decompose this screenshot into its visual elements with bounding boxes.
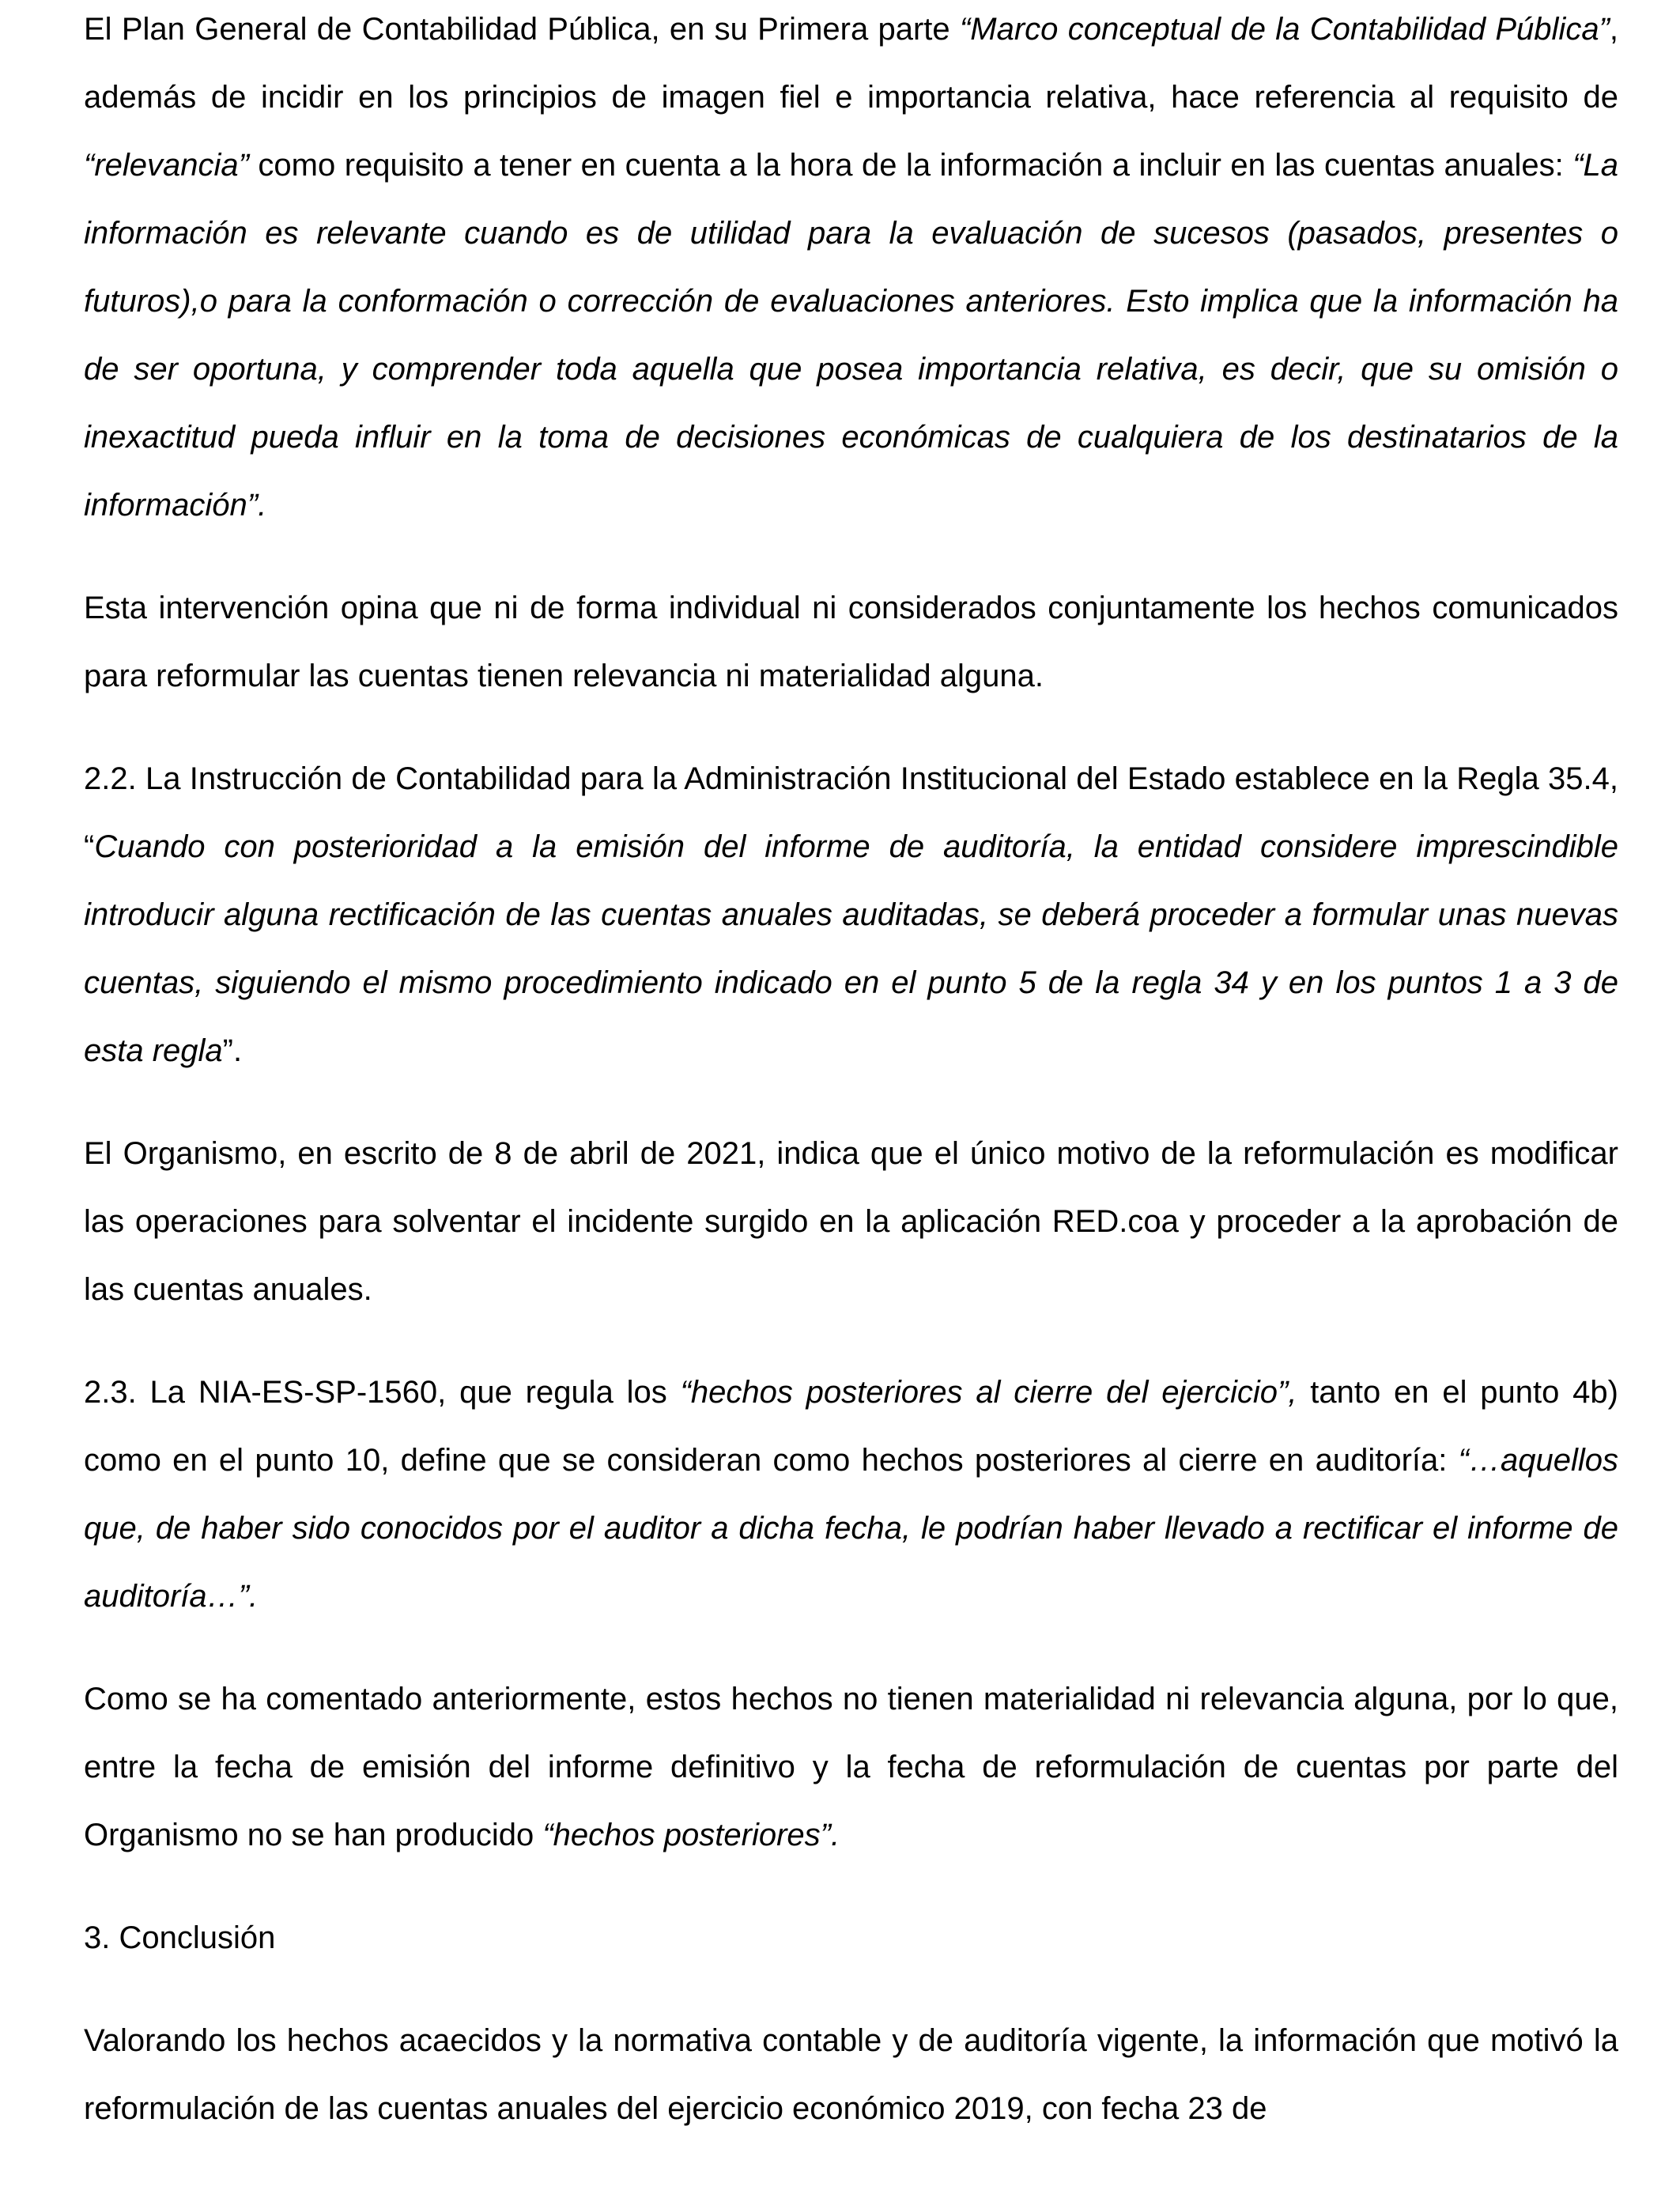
text-run: Valorando los hechos acaecidos y la normativa contable y de auditoría vigente, la información que motivó la reformulación de las cuentas anuales del ejercicio económico 2019, con fecha 23 de	[84, 2023, 1618, 2126]
text-run: 2.3. La NIA-ES-SP-1560, que regula los	[84, 1375, 681, 1410]
text-run: , además de incidir en los principios de imagen fiel e importancia relativa, hace referencia al requisito de	[84, 12, 1619, 115]
paragraph-opinion-intervencion	[84, 574, 1618, 710]
paragraph-marco-conceptual	[84, 0, 1618, 539]
text-run-italic: “La información es relevante cuando es de utilidad para la evaluación de sucesos (pasados, presentes o futuros),o para la conformación o corrección de evaluaciones anteriores. Esto implica que la información ha de ser oportuna, y comprender toda aquella que posea importancia relativa, es decir, que su omisión o inexactitud pueda influir en la toma de decisiones económicas de cualquiera de los destinatarios de la información”.	[84, 148, 1618, 523]
paragraph-nia-es-sp-1560	[84, 1358, 1618, 1630]
section-heading-conclusion	[84, 1904, 1618, 1972]
text-run-italic: “…aquellos que, de haber sido conocidos por el auditor a dicha fecha, le podrían haber llevado a rectificar el informe de auditoría…”.	[84, 1443, 1618, 1614]
paragraph-hechos-posteriores	[84, 1665, 1618, 1869]
text-run: El Organismo, en escrito de 8 de abril de 2021, indica que el único motivo de la reformulación es modificar las operaciones para solventar el incidente surgido en la aplicación RED.coa y proceder a la aprobación de las cuentas anuales.	[84, 1136, 1618, 1307]
paragraph-escrito-organismo	[84, 1120, 1618, 1324]
text-run-italic: “hechos posteriores”.	[542, 1818, 840, 1852]
text-run: El Plan General de Contabilidad Pública, en su Primera parte	[84, 12, 960, 47]
text-run: como requisito a tener en cuenta a la hora de la información a incluir en las cuentas anuales:	[248, 148, 1573, 183]
text-run: Esta intervención opina que ni de forma individual ni considerados conjuntamente los hechos comunicados para reformular las cuentas tienen relevancia ni materialidad alguna.	[84, 591, 1618, 693]
text-run: 3. Conclusión	[84, 1920, 276, 1955]
document-page	[84, 0, 1618, 2143]
paragraph-conclusion	[84, 2007, 1618, 2143]
text-run-italic: “hechos posteriores al cierre del ejercicio”,	[680, 1375, 1297, 1410]
text-run-italic: Cuando con posterioridad a la emisión del informe de auditoría, la entidad considere imprescindible introducir alguna rectificación de las cuentas anuales auditadas, se deberá proceder a formular unas nuevas cuentas, siguiendo el mismo procedimiento indicado en el punto 5 de la regla 34 y en los puntos 1 a 3 de esta regla	[84, 829, 1618, 1068]
text-run-italic: “Marco conceptual de la Contabilidad Pública”	[959, 12, 1610, 47]
text-run: ”.	[222, 1033, 243, 1068]
text-run: 2.2. La Instrucción de Contabilidad para la Administración Institucional del Estado establece en la Regla 35.4, “	[84, 761, 1618, 864]
text-run: tanto en el punto 4b) como en el punto 10, define que se consideran como hechos posteriores al cierre en auditoría:	[84, 1375, 1618, 1478]
paragraph-regla-35-4	[84, 745, 1618, 1085]
text-run: Como se ha comentado anteriormente, estos hechos no tienen materialidad ni relevancia alguna, por lo que, entre la fecha de emisión del informe definitivo y la fecha de reformulación de cuentas por parte del Organismo no se han producido	[84, 1682, 1618, 1852]
text-run-italic: “relevancia”	[84, 148, 249, 183]
